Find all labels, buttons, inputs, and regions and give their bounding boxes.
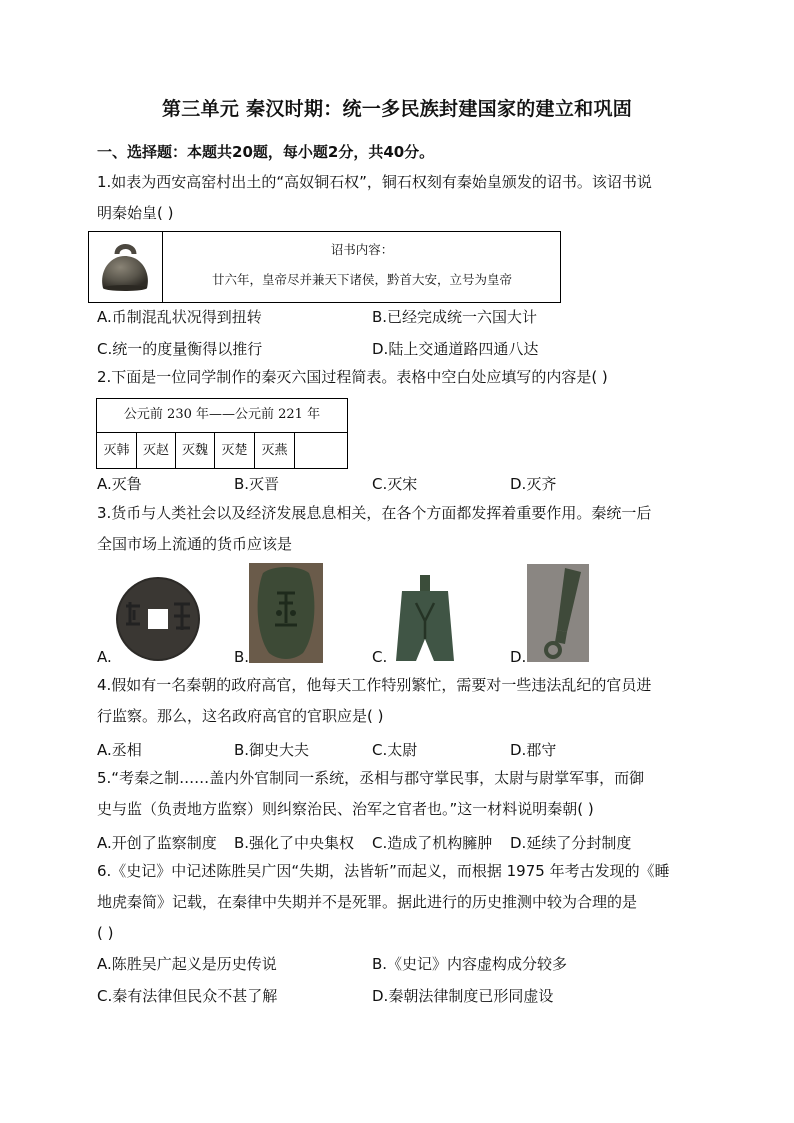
q3-stem-line2: 全国市场上流通的货币应该是	[97, 535, 293, 553]
q1-table-title: 诏书内容：	[330, 242, 394, 257]
q5-stem-line2: 史与监（负责地方监察）则纠察治民、治军之官者也。”这一材料说明秦朝( )	[97, 800, 594, 818]
q6-stem-line2: 地虎秦简》记载，在秦律中失期并不是死罪。据此进行的历史推测中较为合理的是	[97, 893, 638, 911]
page-title: 第三单元 秦汉时期：统一多民族封建国家的建立和巩固	[161, 98, 633, 120]
q2-cell-3: 灭魏	[176, 433, 215, 468]
q2-cell-4: 灭楚	[215, 433, 255, 468]
q3-stem-line1: 3.货币与人类社会以及经济发展息息相关，在各个方面都发挥着重要作用。秦统一后	[97, 504, 652, 522]
q5-stem-line1: 5.“考秦之制……盖内外官制同一系统，丞相与郡守掌民事，太尉与尉掌军事，而御	[97, 769, 645, 787]
q4-option-a[interactable]: A.丞相	[97, 741, 142, 759]
q5-option-a[interactable]: A.开创了监察制度	[97, 834, 217, 852]
q5-option-c[interactable]: C.造成了机构臃肿	[372, 834, 493, 852]
q2-table-header: 公元前 230 年——公元前 221 年	[97, 399, 347, 433]
q1-option-c[interactable]: C.统一的度量衡得以推行	[97, 340, 263, 358]
ban-liang-coin-image	[112, 576, 204, 662]
q2-cell-1: 灭韩	[97, 433, 137, 468]
q4-option-b[interactable]: B.御史大夫	[234, 741, 310, 759]
q4-option-c[interactable]: C.太尉	[372, 741, 418, 759]
q2-option-b[interactable]: B.灭晋	[234, 475, 280, 493]
q3-option-c[interactable]: C.	[372, 648, 388, 666]
q6-option-c[interactable]: C.秦有法律但民众不甚了解	[97, 987, 278, 1005]
q2-option-a[interactable]: A.灭鲁	[97, 475, 142, 493]
q6-stem-line3: ( )	[97, 924, 114, 942]
q4-stem-line1: 4.假如有一名秦朝的政府高官，他每天工作特别繁忙，需要对一些违法乱纪的官员进	[97, 676, 652, 694]
ant-nose-coin-image	[249, 563, 323, 663]
q6-option-d[interactable]: D.秦朝法律制度已形同虚设	[372, 987, 554, 1005]
q4-option-d[interactable]: D.郡守	[510, 741, 557, 759]
q1-stem-line1: 1.如表为西安高窑村出土的“高奴铜石权”，铜石权刻有秦始皇颁发的诏书。该诏书说	[97, 173, 652, 191]
q2-cell-blank	[295, 433, 347, 468]
q1-table	[88, 231, 561, 303]
q4-stem-line2: 行监察。那么，这名政府高官的官职应是( )	[97, 707, 384, 725]
q6-stem-line1: 6.《史记》中记述陈胜吴广因“失期，法皆斩”而起义，而根据 1975 年考古发现的《睡	[97, 862, 670, 880]
q2-cell-2: 灭赵	[137, 433, 176, 468]
q2-cell-5: 灭燕	[255, 433, 295, 468]
q6-option-a[interactable]: A.陈胜吴广起义是历史传说	[97, 955, 277, 973]
q1-option-b[interactable]: B.已经完成统一六国大计	[372, 308, 538, 326]
q1-stem-line2: 明秦始皇( )	[97, 204, 174, 222]
q3-option-a[interactable]: A.	[97, 648, 112, 666]
q6-option-b[interactable]: B.《史记》内容虚构成分较多	[372, 955, 568, 973]
q2-option-d[interactable]: D.灭齐	[510, 475, 557, 493]
q1-table-text: 廿六年，皇帝尽并兼天下诸侯，黔首大安，立号为皇帝	[211, 272, 512, 287]
section-heading: 一、选择题：本题共20题，每小题2分，共40分。	[97, 143, 435, 161]
q2-option-c[interactable]: C.灭宋	[372, 475, 418, 493]
knife-coin-image	[527, 564, 589, 662]
q5-option-d[interactable]: D.延续了分封制度	[510, 834, 632, 852]
q5-option-b[interactable]: B.强化了中央集权	[234, 834, 355, 852]
q3-option-b[interactable]: B.	[234, 648, 250, 666]
spade-coin-image	[390, 573, 460, 663]
q2-table	[96, 398, 348, 469]
q2-stem: 2.下面是一位同学制作的秦灭六国过程简表。表格中空白处应填写的内容是( )	[97, 368, 608, 386]
bronze-weight-image	[89, 232, 163, 302]
q3-option-d[interactable]: D.	[510, 648, 527, 666]
q1-option-a[interactable]: A.币制混乱状况得到扭转	[97, 308, 262, 326]
q1-option-d[interactable]: D.陆上交通道路四通八达	[372, 340, 539, 358]
